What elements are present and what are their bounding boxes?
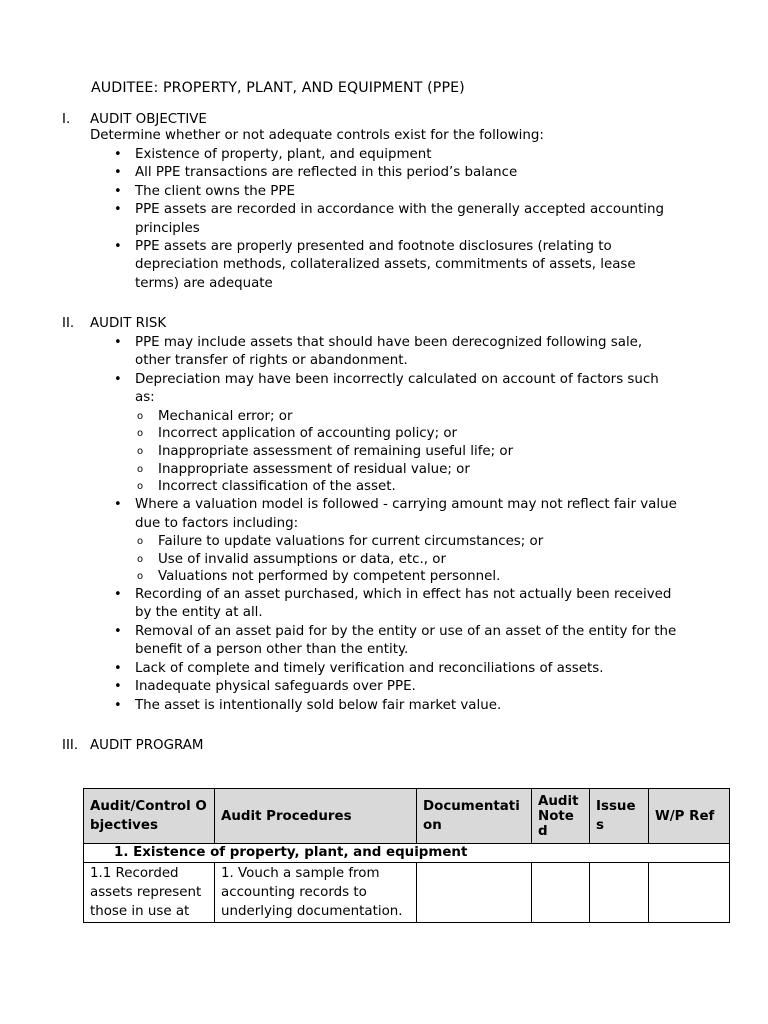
table-cell bbox=[590, 863, 649, 923]
section-title: AUDIT RISK bbox=[90, 316, 167, 331]
section-number: III. bbox=[62, 738, 79, 753]
list-item-text: Depreciation may have been incorrectly calculated on account of factors such as: bbox=[135, 371, 659, 406]
list-item bbox=[112, 496, 682, 586]
sub-list bbox=[135, 408, 682, 497]
table-group-row bbox=[84, 844, 730, 863]
sub-list-item: o Mechanical error; or bbox=[135, 408, 682, 426]
table-cell bbox=[417, 863, 532, 923]
table-header-row bbox=[84, 789, 730, 844]
sub-list-item: o Use of invalid assumptions or data, etc., or bbox=[135, 551, 682, 569]
list-item: • Removal of an asset paid for by the entity or use of an asset of the entity for the benefit of a person other than the entity. bbox=[112, 623, 682, 660]
list-item: • Lack of complete and timely verification and reconciliations of assets. bbox=[112, 660, 682, 678]
list-item: • The asset is intentionally sold below fair market value. bbox=[112, 697, 682, 715]
document-title: AUDITEE: PROPERTY, PLANT, AND EQUIPMENT (PPE) bbox=[91, 80, 465, 96]
section-number: I. bbox=[62, 112, 71, 127]
objective-intro: Determine whether or not adequate controls exist for the following: bbox=[90, 128, 544, 143]
sub-list-item: o Failure to update valuations for current circumstances; or bbox=[135, 533, 682, 551]
column-header-audit-noted: Audit Noted bbox=[532, 789, 590, 844]
risk-list bbox=[112, 334, 682, 715]
column-header-procedures: Audit Procedures bbox=[215, 789, 417, 844]
list-item: • All PPE transactions are reflected in this period’s balance bbox=[112, 164, 682, 182]
column-header-issues: Issues bbox=[590, 789, 649, 844]
section-title: AUDIT PROGRAM bbox=[90, 738, 204, 753]
list-item: • Existence of property, plant, and equipment bbox=[112, 146, 682, 164]
sub-list-item: o Inappropriate assessment of remaining useful life; or bbox=[135, 443, 682, 461]
section-title: AUDIT OBJECTIVE bbox=[90, 112, 207, 127]
list-item: • PPE may include assets that should have been derecognized following sale, other transfer of rights or abandonment. bbox=[112, 334, 682, 371]
table-cell bbox=[649, 863, 730, 923]
audit-program-table bbox=[83, 788, 730, 923]
sub-list-item: o Incorrect classification of the asset. bbox=[135, 478, 682, 496]
table-cell: 1.1 Recorded assets represent those in use at bbox=[84, 863, 215, 923]
sub-list-item: o Inappropriate assessment of residual value; or bbox=[135, 461, 682, 479]
objective-list bbox=[112, 146, 682, 293]
table-cell bbox=[532, 863, 590, 923]
list-item: • The client owns the PPE bbox=[112, 183, 682, 201]
list-item-text: Where a valuation model is followed - carrying amount may not reflect fair value due to factors including: bbox=[135, 497, 677, 531]
section-number: II. bbox=[62, 316, 75, 331]
list-item: • PPE assets are properly presented and footnote disclosures (relating to depreciation methods, collateralized assets, commitments of assets, lease terms) are adequate bbox=[112, 238, 682, 293]
sub-list-item: o Valuations not performed by competent personnel. bbox=[135, 568, 682, 586]
list-item: • Inadequate physical safeguards over PPE. bbox=[112, 678, 682, 696]
column-header-wp-ref: W/P Ref bbox=[649, 789, 730, 844]
sub-list-item: o Incorrect application of accounting policy; or bbox=[135, 425, 682, 443]
group-label: 1. Existence of property, plant, and equipment bbox=[84, 844, 730, 863]
table-cell: 1. Vouch a sample from accounting records to underlying documentation. bbox=[215, 863, 417, 923]
column-header-objectives: Audit/Control Objectives bbox=[84, 789, 215, 844]
section-heading-risk bbox=[62, 316, 166, 331]
column-header-documentation: Documentation bbox=[417, 789, 532, 844]
table-row bbox=[84, 863, 730, 923]
list-item: • PPE assets are recorded in accordance with the generally accepted accounting principles bbox=[112, 201, 682, 238]
section-heading-objective bbox=[62, 112, 207, 127]
list-item: • Recording of an asset purchased, which in effect has not actually been received by the entity at all. bbox=[112, 586, 682, 623]
sub-list bbox=[135, 533, 682, 586]
list-item bbox=[112, 371, 682, 496]
section-heading-program bbox=[62, 738, 203, 753]
